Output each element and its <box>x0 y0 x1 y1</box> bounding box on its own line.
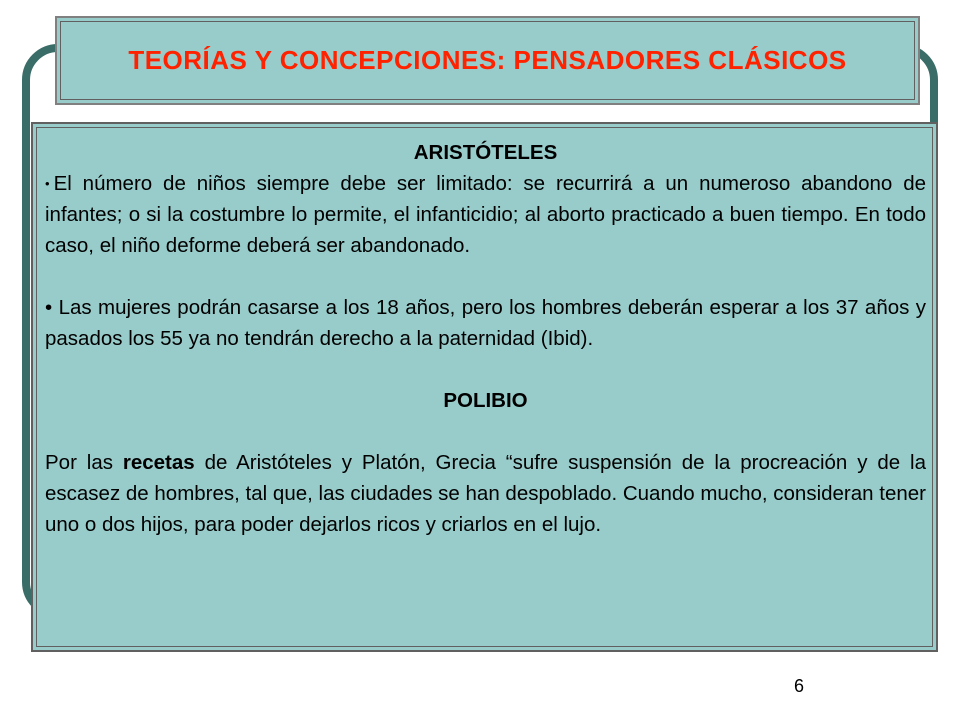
bullet-text-1: El número de niños siempre debe ser limitado: se recurrirá a un numeroso abandono de infantes; o si la costumbre lo permite, el infanticidio; al aborto practicado a buen tiempo. En todo caso, el niño deforme deberá ser abandonado. <box>45 172 926 257</box>
spacer <box>45 261 926 292</box>
heading-aristoteles: ARISTÓTELES <box>413 141 558 164</box>
content-panel <box>31 122 938 652</box>
bullet-text-2: Las mujeres podrán casarse a los 18 años, pero los hombres deberán esperar a los 37 años y pasados los 55 ya no tendrán derecho a la paternidad (Ibid). <box>45 296 926 350</box>
spacer <box>45 354 926 385</box>
title-panel-inner <box>60 21 915 100</box>
bullet-marker: • <box>45 296 53 319</box>
slide-title: TEORÍAS Y CONCEPCIONES: PENSADORES CLÁSICOS <box>128 45 847 75</box>
bullet-marker: • <box>45 176 50 191</box>
content-panel-inner <box>36 127 933 647</box>
spacer <box>45 416 926 447</box>
heading-polibio: POLIBIO <box>443 389 528 412</box>
polibio-text-bold: recetas <box>122 451 195 474</box>
polibio-text-after: de Aristóteles y Platón, Grecia “sufre suspensión de la procreación y de la escasez de hombres, tal que, las ciudades se han despoblado. Cuando mucho, consideran tener uno o dos hijos, para poder dejarlos ricos y criarlos en el lujo. <box>45 451 926 536</box>
title-panel <box>55 16 920 105</box>
polibio-text-before: Por las <box>45 451 123 474</box>
bullet-paragraph-1 <box>45 168 926 261</box>
page-number: 6 <box>794 676 805 696</box>
polibio-paragraph <box>45 447 926 540</box>
bullet-paragraph-2 <box>45 292 926 354</box>
